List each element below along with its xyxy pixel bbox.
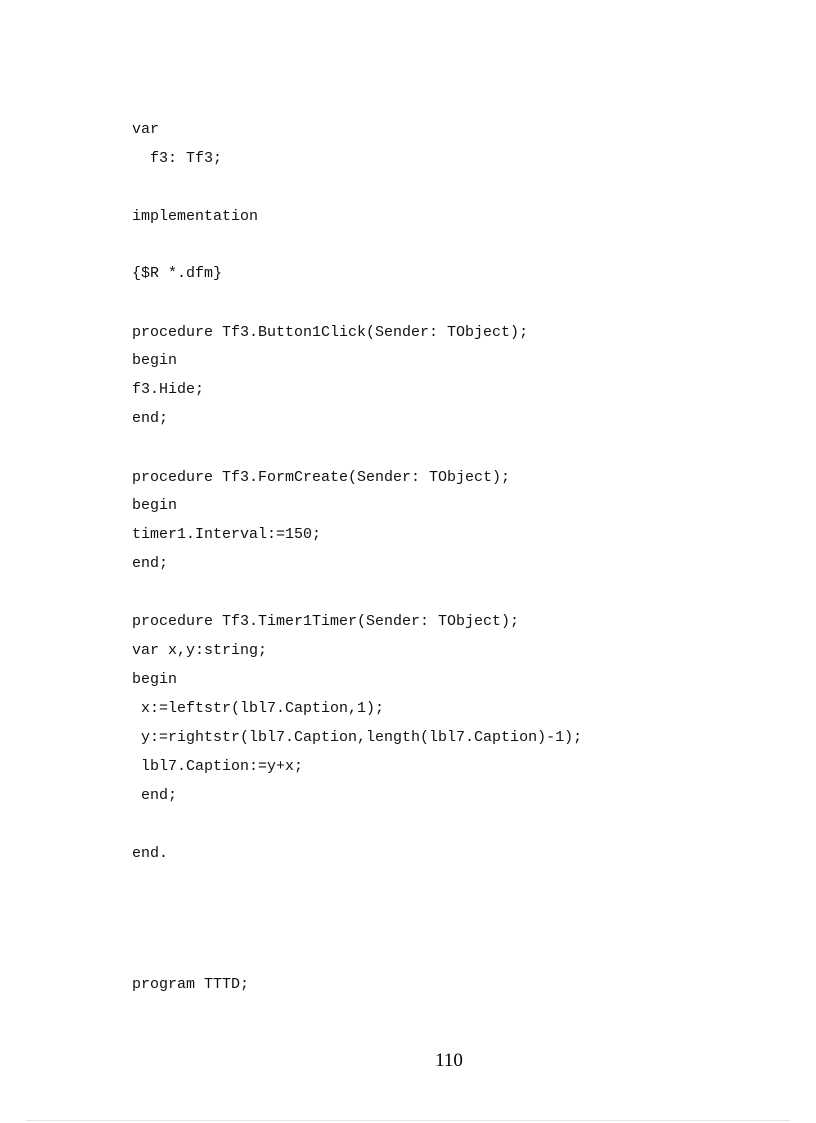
page-bottom-divider [26,1120,790,1121]
code-line: lbl7.Caption:=y+x; [132,758,304,775]
code-line: program TTTD; [132,976,250,993]
code-line: procedure Tf3.FormCreate(Sender: TObject); [132,469,511,486]
code-line: end; [132,410,169,427]
code-line: timer1.Interval:=150; [132,526,322,543]
code-line: y:=rightstr(lbl7.Caption,length(lbl7.Caption)-1); [132,729,583,746]
code-line: var [132,121,160,138]
code-line: implementation [132,208,259,225]
code-line: x:=leftstr(lbl7.Caption,1); [132,700,385,717]
code-line: begin [132,352,178,369]
code-line: end; [132,787,178,804]
code-line: f3: Tf3; [132,150,223,167]
code-line: var x,y:string; [132,642,268,659]
code-line: procedure Tf3.Button1Click(Sender: TObject); [132,324,529,341]
code-line: f3.Hide; [132,381,205,398]
code-line: end. [132,845,169,862]
code-line: {$R *.dfm} [132,265,223,282]
code-line: begin [132,497,178,514]
code-line: procedure Tf3.Timer1Timer(Sender: TObject); [132,613,520,630]
code-line: end; [132,555,169,572]
page-number: 110 [435,1050,463,1071]
code-line: begin [132,671,178,688]
